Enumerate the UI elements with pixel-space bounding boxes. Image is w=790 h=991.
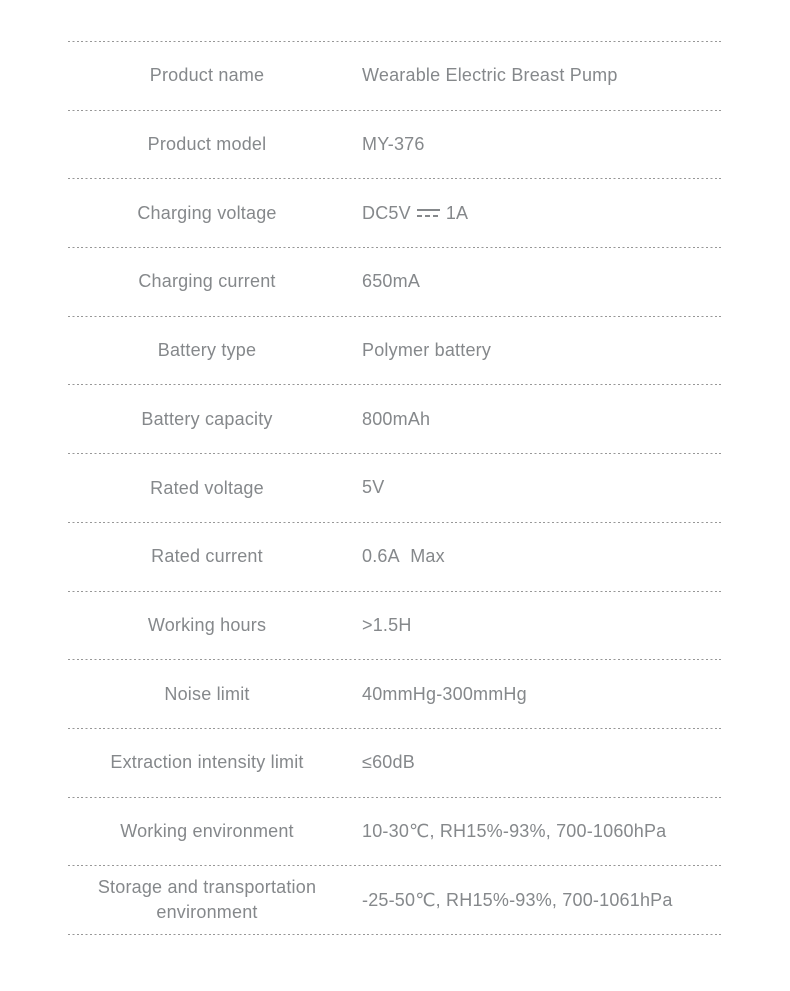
spec-value-text: 10-30℃, RH15%-93%, 700-1060hPa xyxy=(362,820,667,841)
spec-label: Extraction intensity limit xyxy=(110,752,304,773)
spec-value-text: 0.6A Max xyxy=(362,546,445,567)
spec-value-text: ≤60dB xyxy=(362,752,415,773)
spec-label: Charging voltage xyxy=(137,202,277,223)
spec-value-text: 40mmHg-300mmHg xyxy=(362,683,527,704)
spec-label: Storage and transportation environment xyxy=(97,877,317,923)
spec-row xyxy=(68,729,722,797)
spec-value-text: 800mAh xyxy=(362,408,431,429)
spec-row xyxy=(68,179,722,247)
spec-value xyxy=(362,65,618,86)
spec-value-text: MY-376 xyxy=(362,134,425,155)
spec-value-text: >1.5H xyxy=(362,614,412,635)
spec-row xyxy=(68,111,722,179)
spec-value xyxy=(362,890,673,911)
spec-value xyxy=(362,752,415,773)
spec-value-text: -25-50℃, RH15%-93%, 700-1061hPa xyxy=(362,889,673,910)
spec-row xyxy=(68,592,722,660)
spec-value xyxy=(362,477,384,498)
spec-row xyxy=(68,317,722,385)
spec-value xyxy=(362,271,420,292)
spec-label: Noise limit xyxy=(164,683,250,704)
spec-row xyxy=(68,523,722,591)
spec-value-text: 650mA xyxy=(362,271,421,292)
spec-value xyxy=(362,340,491,361)
spec-value-text-after-icon: 1A xyxy=(445,202,469,223)
spec-value xyxy=(362,821,666,842)
spec-label: Working environment xyxy=(120,820,294,841)
spec-row xyxy=(68,798,722,866)
spec-label: Product name xyxy=(149,65,265,86)
spec-label: Rated voltage xyxy=(150,477,264,498)
spec-value xyxy=(362,684,527,705)
spec-row xyxy=(68,660,722,728)
spec-table xyxy=(68,41,722,935)
dc-current-icon xyxy=(417,207,440,219)
spec-label: Charging current xyxy=(138,271,276,292)
spec-row xyxy=(68,866,722,934)
spec-label: Product model xyxy=(147,134,267,155)
spec-row xyxy=(68,248,722,316)
spec-row xyxy=(68,385,722,453)
spec-value xyxy=(362,546,445,567)
spec-value-text: DC5V xyxy=(362,202,411,223)
spec-value xyxy=(362,134,425,155)
spec-label: Working hours xyxy=(147,614,267,635)
spec-row xyxy=(68,454,722,522)
spec-row xyxy=(68,42,722,110)
spec-label: Battery capacity xyxy=(141,408,273,429)
spec-label: Battery type xyxy=(157,340,257,361)
row-divider xyxy=(68,934,722,935)
spec-value-text: Wearable Electric Breast Pump xyxy=(362,65,618,86)
spec-value xyxy=(362,615,412,636)
spec-value-text: Polymer battery xyxy=(362,340,492,361)
spec-value-text: 5V xyxy=(362,477,385,498)
spec-value xyxy=(362,203,468,224)
spec-label: Rated current xyxy=(151,546,263,567)
spec-value xyxy=(362,409,430,430)
